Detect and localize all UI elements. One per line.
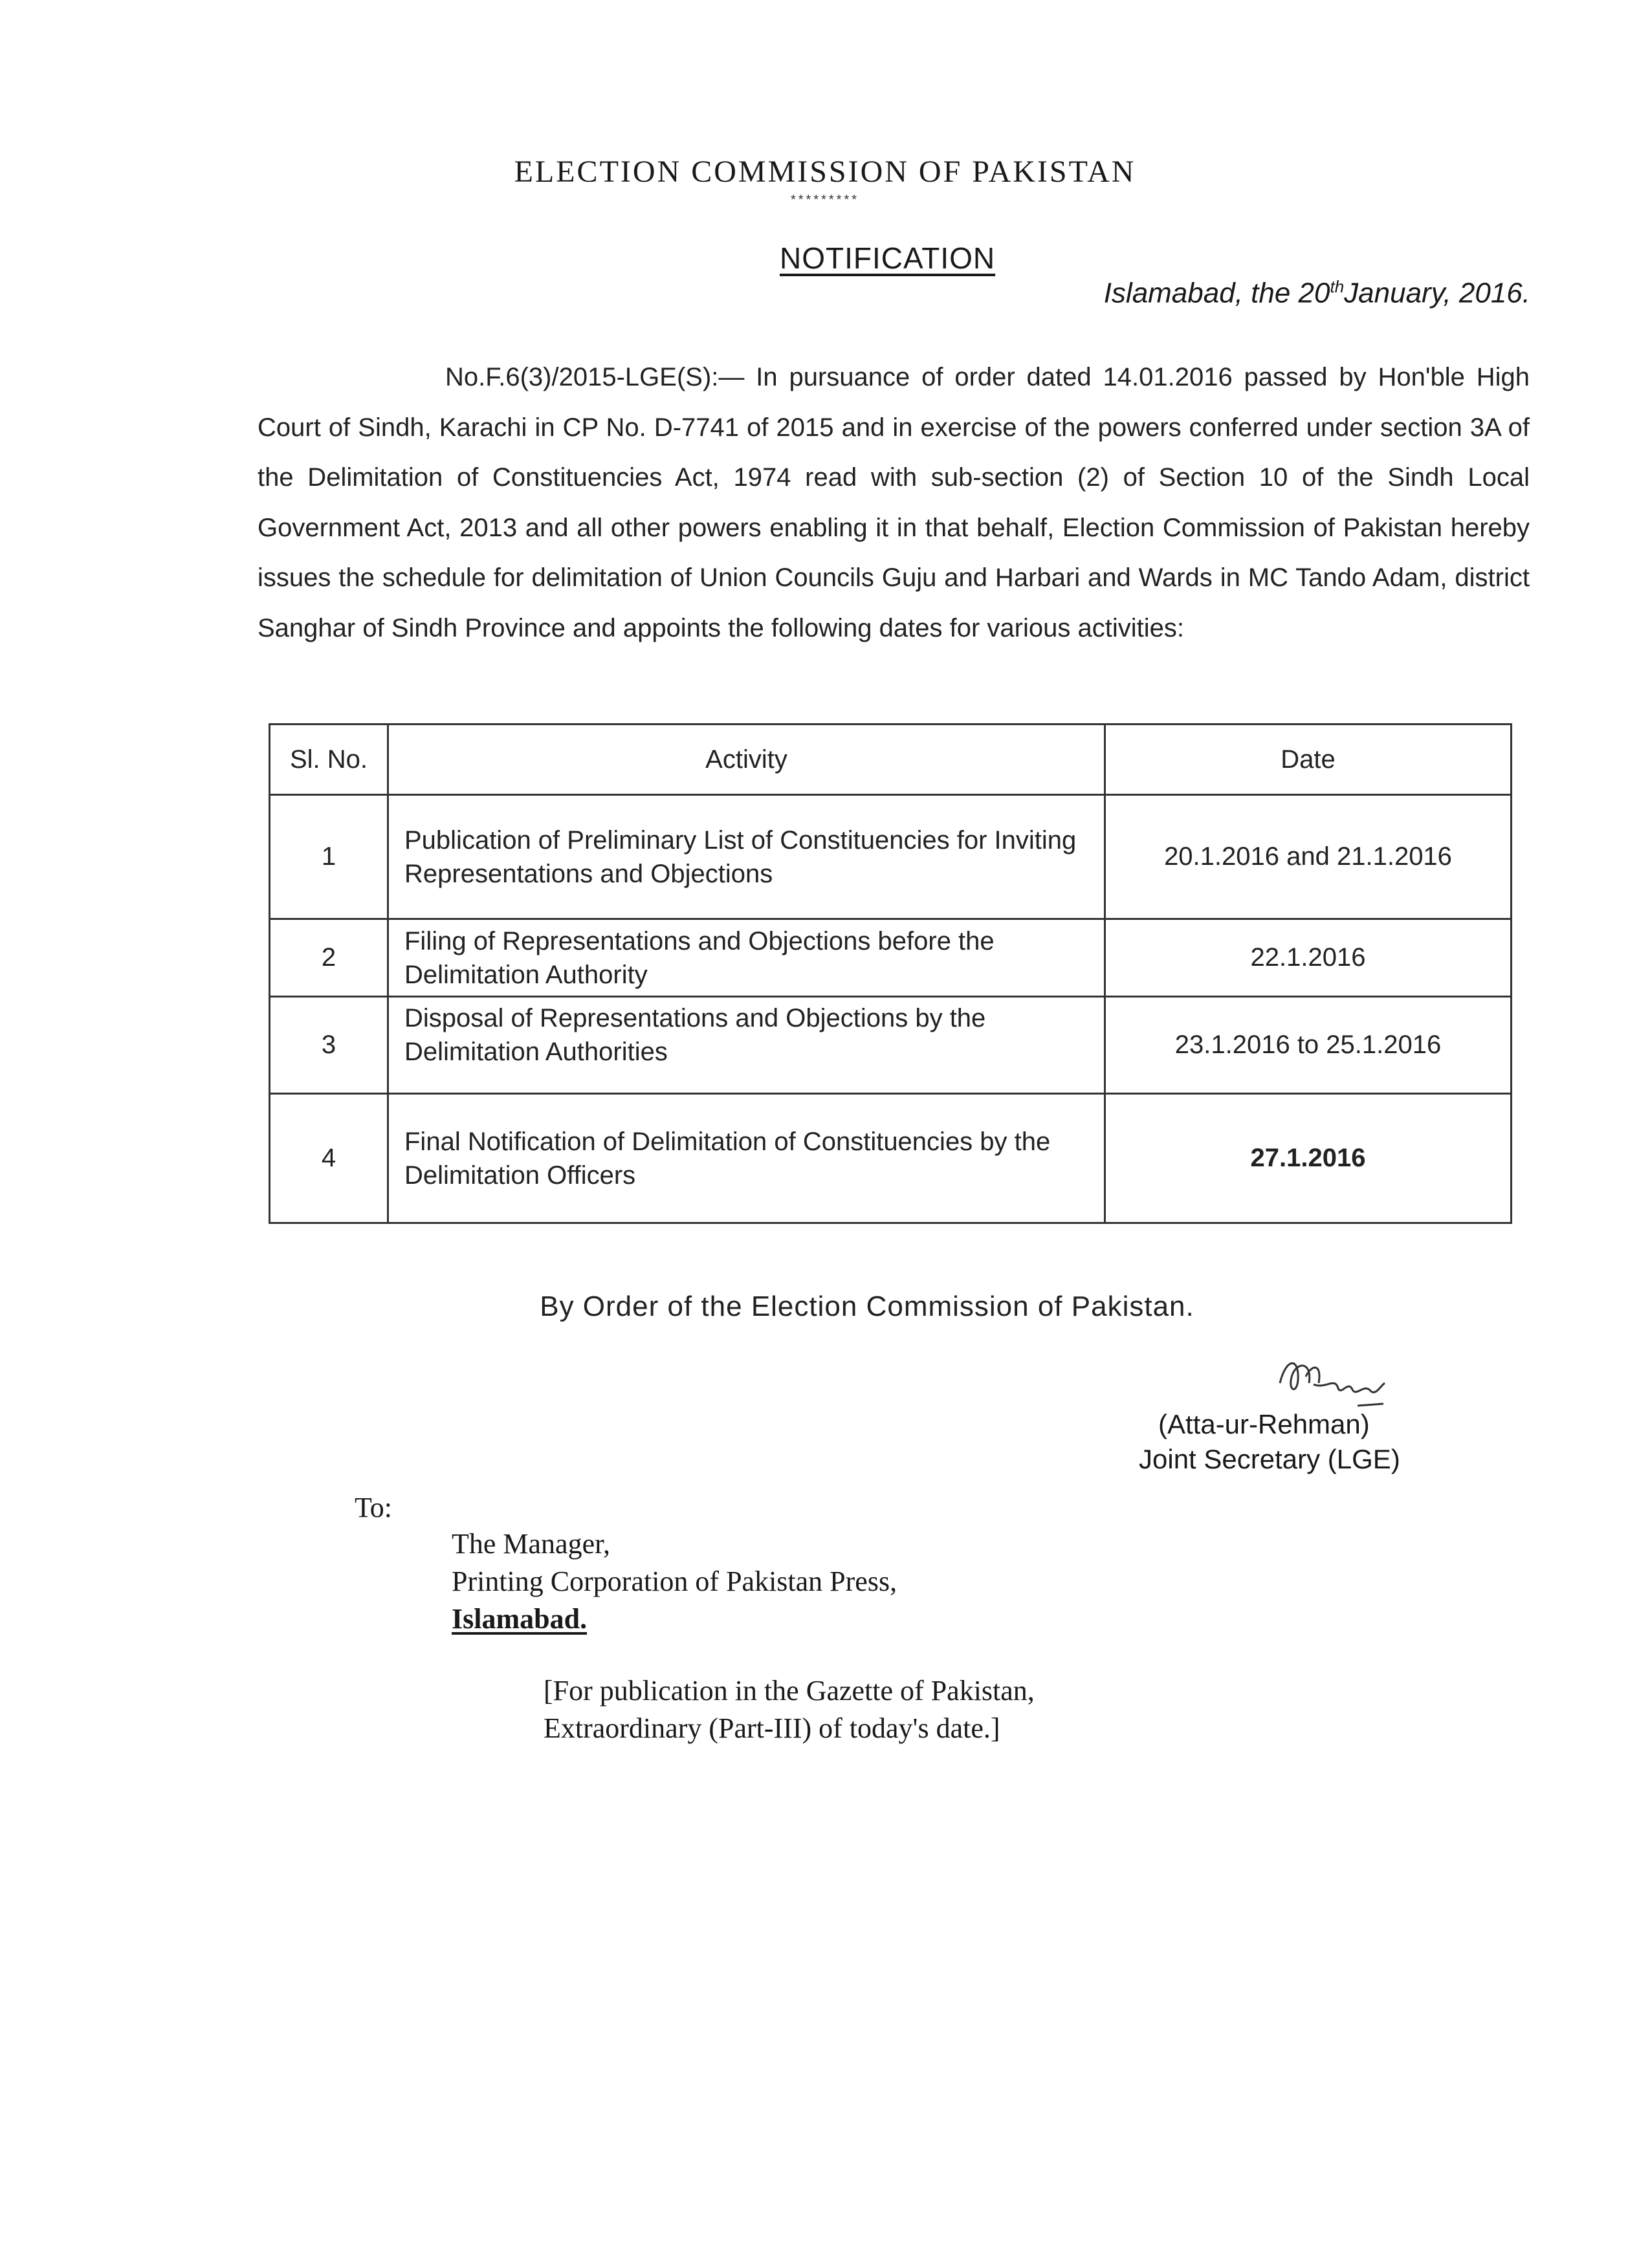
table-row xyxy=(270,997,1512,1094)
addressee xyxy=(452,1525,897,1638)
row-activity: Final Notification of Delimitation of Constituencies by the Delimitation Officers xyxy=(388,1094,1105,1223)
signatory-name: (Atta-ur-Rehman) xyxy=(1158,1409,1370,1439)
row-activity: Disposal of Representations and Objections by the Delimitation Authorities xyxy=(388,997,1105,1094)
header-stars: ********* xyxy=(790,193,860,207)
notification-date xyxy=(1104,277,1530,310)
row-date: 23.1.2016 to 25.1.2016 xyxy=(1105,997,1512,1094)
date-place: Islamabad, the 20 xyxy=(1103,277,1330,309)
signatory-title: Joint Secretary (LGE) xyxy=(1139,1444,1400,1474)
gazette-note xyxy=(544,1672,1035,1747)
order-line: By Order of the Election Commission of Pakistan. xyxy=(540,1291,1194,1322)
row-activity: Filing of Representations and Objections before the Delimitation Authority xyxy=(388,919,1105,997)
row-sl: 4 xyxy=(270,1094,388,1223)
header-sl-no: Sl. No. xyxy=(270,725,388,795)
header-date: Date xyxy=(1105,725,1512,795)
table-row xyxy=(270,919,1512,997)
table-row xyxy=(270,1094,1512,1223)
gazette-line-2: Extraordinary (Part-III) of today's date.] xyxy=(544,1712,1000,1744)
body-text: In pursuance of order dated 14.01.2016 passed by Hon'ble High Court of Sindh, Karachi in CP No. D-7741 of 2015 and in exercise of the powers conferred under section 3A of the Delimitation of Constituencies Act, 1974 read with sub-section (2) of Section 10 of the Sindh Local Government Act, 2013 and all other powers enabling it in that behalf, Election Commission of Pakistan hereby issues the schedule for delimitation of Union Councils Guju and Harbari and Wards in MC Tando Adam, district Sanghar of Sindh Province and appoints the following dates for various activities: xyxy=(258,363,1530,642)
row-sl: 2 xyxy=(270,919,388,997)
addressee-line-3: Islamabad. xyxy=(452,1603,588,1635)
addressee-line-1: The Manager, xyxy=(452,1528,611,1560)
row-sl: 3 xyxy=(270,997,388,1094)
table-row xyxy=(270,795,1512,919)
schedule-table xyxy=(269,723,1512,1224)
header-activity: Activity xyxy=(388,725,1105,795)
gazette-line-1: [For publication in the Gazette of Pakistan, xyxy=(544,1675,1035,1706)
date-rest: January, 2016. xyxy=(1344,277,1530,309)
notification-heading: NOTIFICATION xyxy=(780,241,996,275)
table-header-row xyxy=(270,725,1512,795)
addressee-line-2: Printing Corporation of Pakistan Press, xyxy=(452,1565,897,1597)
header-title: ELECTION COMMISSION OF PAKISTAN xyxy=(514,155,1136,189)
row-sl: 1 xyxy=(270,795,388,919)
reference-number: No.F.6(3)/2015-LGE(S):— xyxy=(445,363,745,391)
signature-icon xyxy=(1273,1344,1390,1415)
row-date: 20.1.2016 and 21.1.2016 xyxy=(1105,795,1512,919)
row-activity: Publication of Preliminary List of Constituencies for Inviting Representations and Objections xyxy=(388,795,1105,919)
to-label: To: xyxy=(355,1492,393,1523)
row-date: 22.1.2016 xyxy=(1105,919,1512,997)
date-suffix: th xyxy=(1330,277,1345,296)
notification-body xyxy=(258,353,1530,653)
row-date: 27.1.2016 xyxy=(1105,1094,1512,1223)
